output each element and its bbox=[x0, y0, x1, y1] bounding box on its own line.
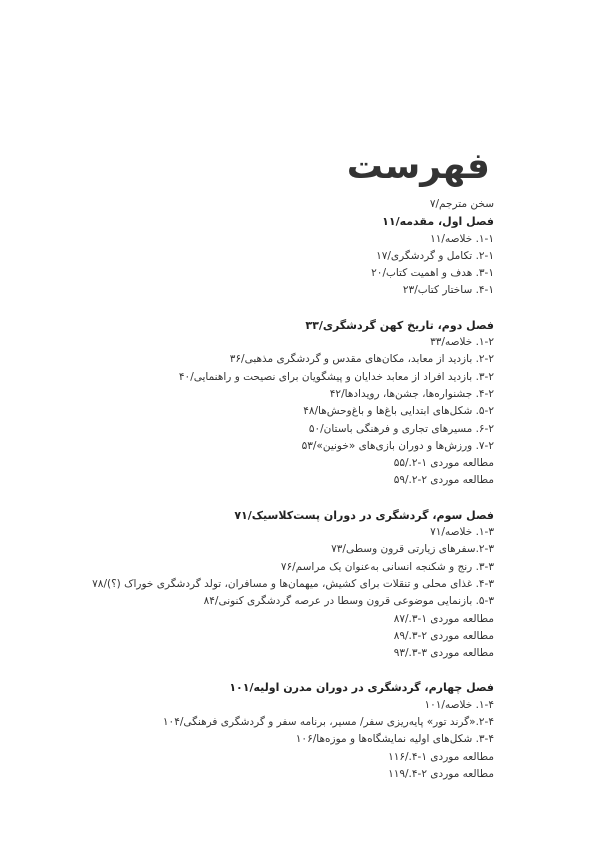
toc-entry: ۱-۱. خلاصه/۱۱ bbox=[430, 232, 494, 245]
toc-entry: مطالعه موردی ۳-۳./۹۳ bbox=[393, 647, 494, 660]
chapter-heading: فصل اول، مقدمه/۱۱ bbox=[382, 215, 494, 229]
toc-entry: ۱-۲. خلاصه/۳۳ bbox=[430, 336, 494, 349]
toc-entry: سخن مترجم/۷ bbox=[429, 198, 494, 210]
toc-entry: ۱-۴. خلاصه/۱۰۱ bbox=[424, 698, 494, 711]
toc-entry: ۴-۲. جشنواره‌ها، جشن‌ها، رویدادها/۴۲ bbox=[329, 387, 494, 400]
toc-entry: ۶-۲. مسیرهای تجاری و فرهنگی باستان/۵۰ bbox=[308, 422, 494, 435]
page-title: فهرست bbox=[346, 146, 490, 187]
toc-entry: مطالعه موردی ۲-۲./۵۹ bbox=[393, 474, 494, 487]
toc-entry: ۲-۲. بازدید از معابد، مکان‌های مقدس و گردشگری مذهبی/۳۶ bbox=[229, 353, 494, 366]
chapter-heading: فصل سوم، گردشگری در دوران پست‌کلاسیک/۷۱ bbox=[234, 508, 494, 522]
toc-section bbox=[34, 679, 494, 783]
toc-entry: ۵-۳. بازنمایی موضوعی قرون وسطا در عرصه گردشگری کنونی/۸۴ bbox=[203, 595, 494, 608]
toc-entry: ۲-۱. تکامل و گردشگری/۱۷ bbox=[376, 249, 494, 262]
toc-entry: ۷-۲. ورزش‌ها و دوران بازی‌های «خونین»/۵۳ bbox=[301, 439, 494, 452]
toc-entry: ۳-۴. شکل‌های اولیه نمایشگاه‌ها و موزه‌ها/۱۰۶ bbox=[295, 733, 494, 746]
table-of-contents bbox=[34, 196, 494, 800]
toc-entry: مطالعه موردی ۱-۲./۵۵ bbox=[393, 457, 494, 470]
toc-section bbox=[34, 196, 494, 300]
toc-entry: ۳-۲. بازدید افراد از معابد خدایان و پیشگویان برای نصیحت و راهنمایی/۴۰ bbox=[178, 370, 494, 383]
toc-entry: مطالعه موردی ۱-۳./۸۷ bbox=[393, 612, 494, 625]
toc-entry: مطالعه موردی ۲-۳./۸۹ bbox=[393, 629, 494, 642]
toc-entry: ۴-۱. ساختار کتاب/۲۳ bbox=[402, 284, 494, 297]
toc-entry: ۵-۲. شکل‌های ابتدایی باغ‌ها و باغ‌وحش‌ها/۴۸ bbox=[303, 405, 494, 418]
toc-entry: ۱-۳. خلاصه/۷۱ bbox=[430, 526, 494, 539]
toc-entry: ۲-۴.«گرند تور» پایه‌ریزی سفر/ مسیر، برنامه سفر و گردشگری فرهنگی/۱۰۴ bbox=[162, 716, 494, 729]
toc-entry: مطالعه موردی ۱-۴./۱۱۶ bbox=[388, 750, 494, 763]
toc-entry: ۲-۳.سفرهای زیارتی قرون وسطی/۷۳ bbox=[331, 543, 494, 556]
chapter-heading: فصل چهارم، گردشگری در دوران مدرن اولیه/۱۰۱ bbox=[229, 681, 494, 695]
toc-entry: ۳-۱. هدف و اهمیت کتاب/۲۰ bbox=[371, 267, 494, 280]
toc-entry: مطالعه موردی ۲-۴./۱۱۹ bbox=[388, 767, 494, 780]
toc-section bbox=[34, 317, 494, 490]
toc-entry: ۴-۳. غذای محلی و تنقلات برای کشیش، میهمان‌ها و مسافران، تولد گردشگری خوراک (؟)/۷۸ bbox=[92, 577, 494, 590]
chapter-heading: فصل دوم، تاریخ کهن گردشگری/۳۳ bbox=[305, 318, 494, 332]
toc-entry: ۳-۳. رنج و شکنجه انسانی به‌عنوان یک مراسم/۷۶ bbox=[280, 560, 494, 573]
toc-section bbox=[34, 507, 494, 663]
